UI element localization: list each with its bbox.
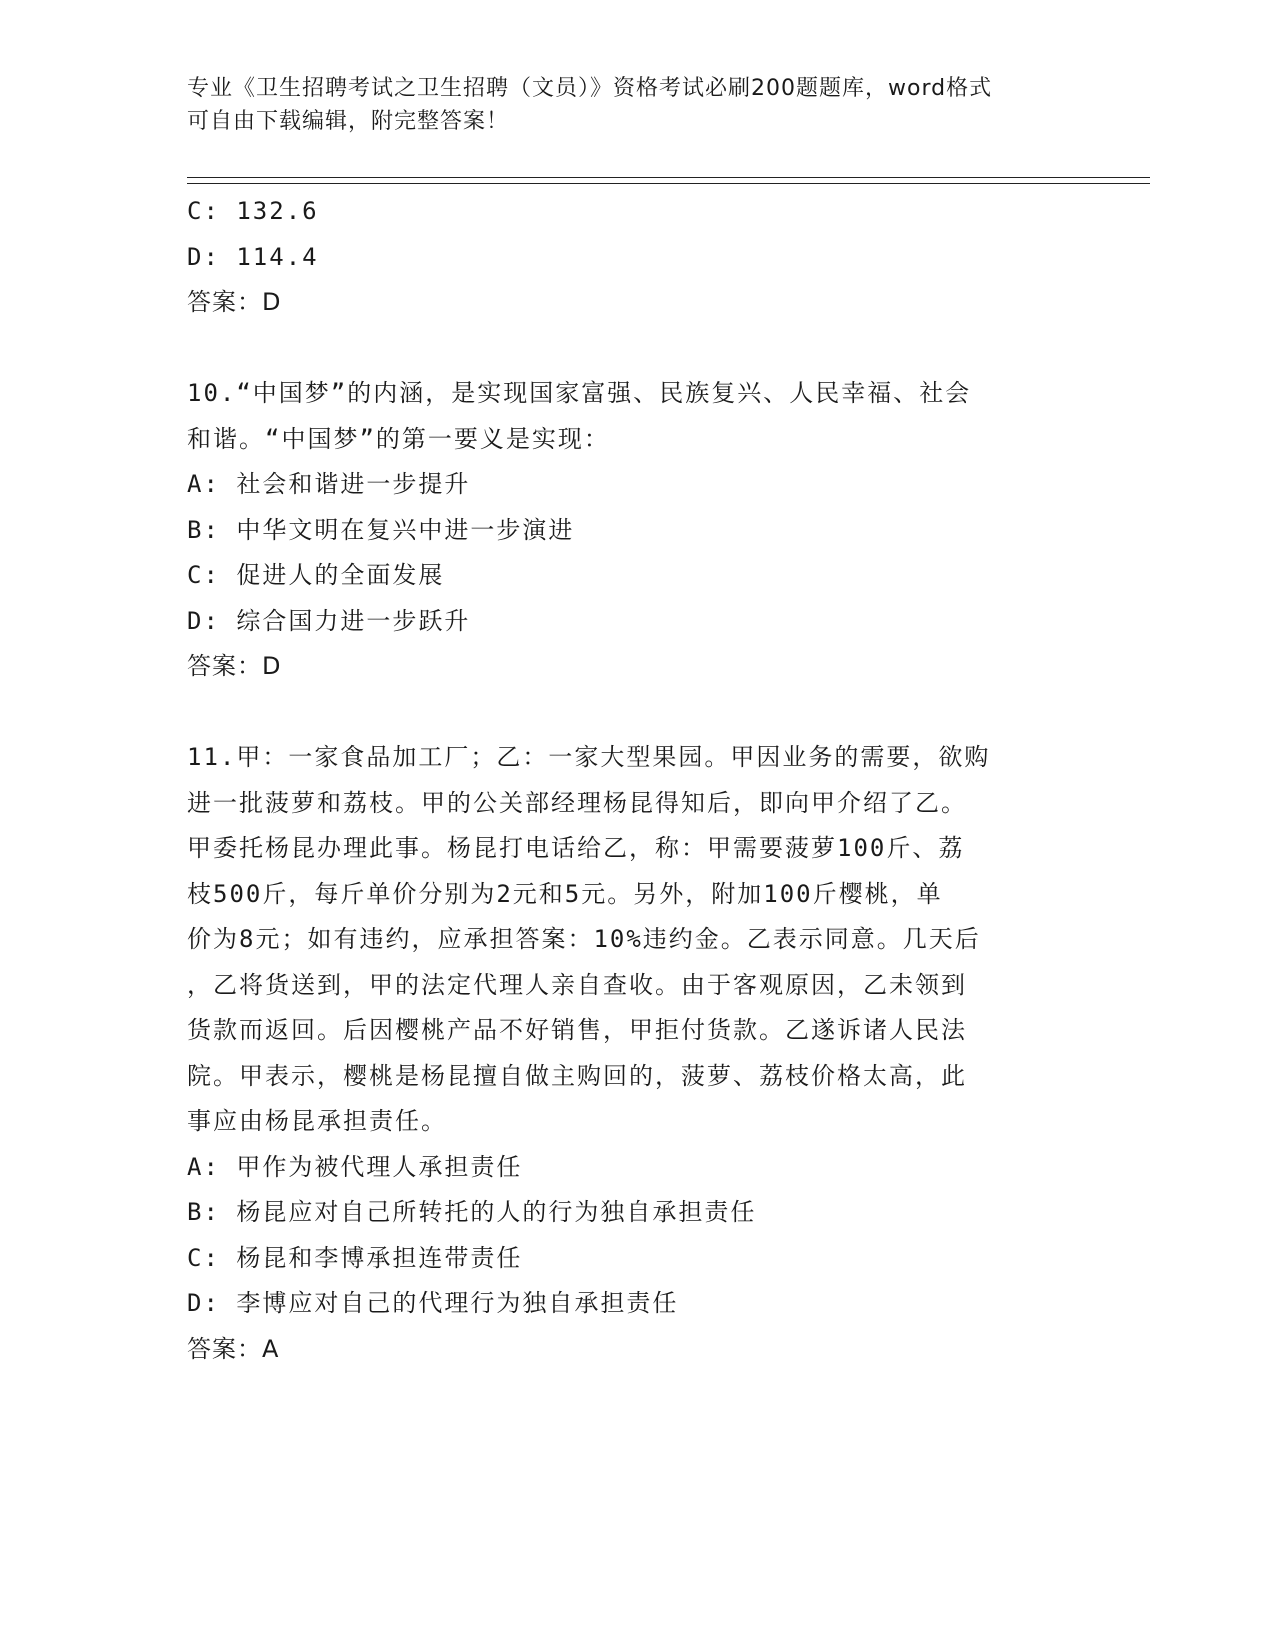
question-9-tail <box>187 189 1087 326</box>
q11-stem-line: 事应由杨昆承担责任。 <box>187 1107 447 1135</box>
q11-stem-line: 价为8元；如有违约，应承担答案：10%违约金。乙表示同意。几天后 <box>187 925 981 953</box>
q10-option-c: C: 促进人的全面发展 <box>187 561 445 589</box>
q9-answer: 答案：D <box>187 288 282 316</box>
q11-option-a: A: 甲作为被代理人承担责任 <box>187 1152 523 1181</box>
header-line-2: 可自由下载编辑，附完整答案！ <box>187 109 510 134</box>
q11-stem-line: ，乙将货送到，甲的法定代理人亲自查收。由于客观原因，乙未领到 <box>187 970 967 999</box>
document-header <box>187 72 1087 138</box>
question-content <box>187 189 1087 1372</box>
q10-option-a: A: 社会和谐进一步提升 <box>187 470 471 498</box>
q10-answer: 答案：D <box>187 652 282 680</box>
q11-option-b: B: 杨昆应对自己所转托的人的行为独自承担责任 <box>187 1198 757 1226</box>
q11-answer: 答案：A <box>187 1334 280 1363</box>
spacer <box>187 326 1087 372</box>
q11-stem-line: 进一批菠萝和荔枝。甲的公关部经理杨昆得知后，即向甲介绍了乙。 <box>187 788 967 817</box>
question-10 <box>187 371 1087 690</box>
question-11 <box>187 735 1087 1372</box>
q10-stem-line: 和谐。“中国梦”的第一要义是实现： <box>187 424 610 453</box>
q11-option-d: D: 李博应对自己的代理行为独自承担责任 <box>187 1289 679 1317</box>
q11-stem-line: 货款而返回。后因樱桃产品不好销售，甲拒付货款。乙遂诉诸人民法 <box>187 1016 967 1044</box>
q11-stem-line: 枝500斤，每斤单价分别为2元和5元。另外，附加100斤樱桃，单 <box>187 879 943 908</box>
q11-stem-line: 院。甲表示，樱桃是杨昆擅自做主购回的，菠萝、荔枝价格太高，此 <box>187 1061 967 1090</box>
q10-option-d: D: 综合国力进一步跃升 <box>187 606 471 635</box>
q10-option-b: B: 中华文明在复兴中进一步演进 <box>187 515 575 544</box>
q9-option-d: D: 114.4 <box>187 242 319 271</box>
q9-option-c: C: 132.6 <box>187 197 319 225</box>
header-rule-top <box>187 177 1150 178</box>
q10-stem-line: 10.“中国梦”的内涵，是实现国家富强、民族复兴、人民幸福、社会 <box>187 379 972 407</box>
q11-stem-line: 11.甲：一家食品加工厂；乙：一家大型果园。甲因业务的需要，欲购 <box>187 743 991 771</box>
q11-stem-line: 甲委托杨昆办理此事。杨昆打电话给乙，称：甲需要菠萝100斤、荔 <box>187 834 965 862</box>
q11-option-c: C: 杨昆和李博承担连带责任 <box>187 1243 523 1272</box>
header-line-1: 专业《卫生招聘考试之卫生招聘（文员）》资格考试必刷200题题库，word格式 <box>187 76 993 101</box>
header-rule-bottom <box>187 183 1150 184</box>
spacer <box>187 690 1087 736</box>
